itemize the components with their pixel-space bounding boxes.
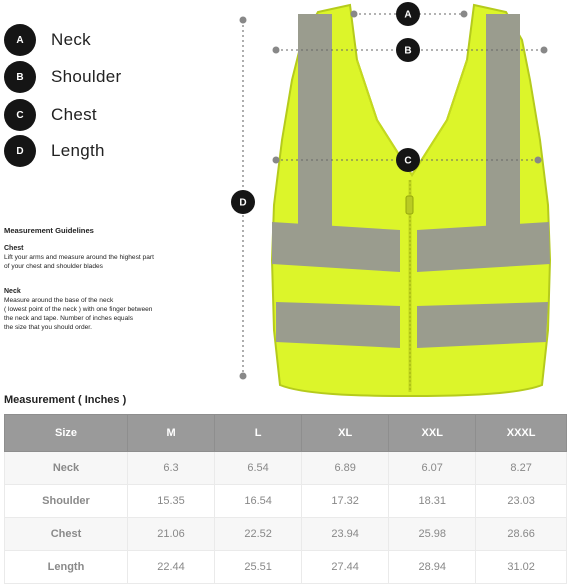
- badge-c-marker-text: C: [404, 155, 412, 167]
- header-l: L: [215, 415, 302, 452]
- table-row: [5, 551, 567, 584]
- table-row: [5, 518, 567, 551]
- table-cell: 23.03: [476, 485, 567, 518]
- row-label-neck: Neck: [5, 452, 128, 485]
- table-cell: 22.52: [215, 518, 302, 551]
- upper-left-stripe: [272, 222, 400, 272]
- header-xl: XL: [302, 415, 389, 452]
- table-cell: 6.89: [302, 452, 389, 485]
- measurement-guidelines: [4, 226, 204, 348]
- guidelines-title: Measurement Guidelines: [4, 226, 94, 235]
- legend-item-chest: [4, 99, 97, 131]
- legend-item-length: [4, 135, 105, 167]
- left-vertical-stripe: [298, 14, 332, 228]
- legend-label-chest: Chest: [51, 105, 97, 124]
- table-cell: 23.94: [302, 518, 389, 551]
- row-label-length: Length: [5, 551, 128, 584]
- table-cell: 27.44: [302, 551, 389, 584]
- table-cell: 15.35: [128, 485, 215, 518]
- header-size: Size: [5, 415, 128, 452]
- badge-d-marker-text: D: [239, 197, 247, 209]
- guideline-chest: [4, 244, 204, 271]
- guideline-neck-line: the neck and tape. Number of inches equals: [4, 315, 134, 322]
- table-cell: 28.94: [389, 551, 476, 584]
- table-cell: 18.31: [389, 485, 476, 518]
- badge-a: A: [4, 24, 36, 56]
- table-cell: 31.02: [476, 551, 567, 584]
- table-cell: 16.54: [215, 485, 302, 518]
- table-cell: 25.51: [215, 551, 302, 584]
- table-cell: 8.27: [476, 452, 567, 485]
- table-cell: 21.06: [128, 518, 215, 551]
- badge-b: B: [4, 61, 36, 93]
- table-cell: 17.32: [302, 485, 389, 518]
- table-cell: 6.07: [389, 452, 476, 485]
- legend-item-shoulder: [4, 61, 121, 93]
- lower-left-stripe: [276, 302, 400, 348]
- legend-item-neck: [4, 24, 91, 56]
- measurement-title: Measurement ( Inches ): [4, 394, 127, 406]
- lower-right-stripe: [417, 302, 548, 348]
- badge-a-marker-text: A: [404, 9, 412, 21]
- badge-c: C: [4, 99, 36, 131]
- header-xxxl: XXXL: [476, 415, 567, 452]
- badge-b-marker-text: B: [404, 45, 412, 57]
- table-header-row: [5, 415, 567, 452]
- table-row: [5, 452, 567, 485]
- guideline-neck-line: ( lowest point of the neck ) with one finger between: [4, 306, 153, 313]
- table-cell: 25.98: [389, 518, 476, 551]
- legend-label-length: Length: [51, 141, 105, 160]
- upper-right-stripe: [417, 222, 550, 272]
- header-xxl: XXL: [389, 415, 476, 452]
- table-cell: 6.3: [128, 452, 215, 485]
- row-label-chest: Chest: [5, 518, 128, 551]
- guideline-neck: [4, 287, 204, 332]
- guideline-neck-heading: Neck: [4, 288, 21, 295]
- length-top-dot: [240, 17, 247, 24]
- legend-label-shoulder: Shoulder: [51, 67, 122, 86]
- length-dimension-line: [228, 14, 262, 384]
- legend-label-neck: Neck: [51, 30, 91, 49]
- guideline-chest-line: of your chest and shoulder blades: [4, 263, 103, 270]
- table-cell: 28.66: [476, 518, 567, 551]
- table-cell: 6.54: [215, 452, 302, 485]
- length-bottom-dot: [240, 373, 247, 380]
- guideline-neck-line: the size that you should order.: [4, 324, 92, 331]
- guideline-neck-line: Measure around the base of the neck: [4, 297, 114, 304]
- row-label-shoulder: Shoulder: [5, 485, 128, 518]
- right-vertical-stripe: [486, 14, 520, 228]
- guideline-chest-heading: Chest: [4, 245, 24, 252]
- table-row: [5, 485, 567, 518]
- zipper-pull: [406, 196, 413, 214]
- badge-d: D: [4, 135, 36, 167]
- table-cell: 22.44: [128, 551, 215, 584]
- guideline-chest-line: Lift your arms and measure around the highest part: [4, 254, 154, 261]
- safety-vest-image: [262, 0, 562, 400]
- header-m: M: [128, 415, 215, 452]
- size-chart-table: [4, 414, 567, 584]
